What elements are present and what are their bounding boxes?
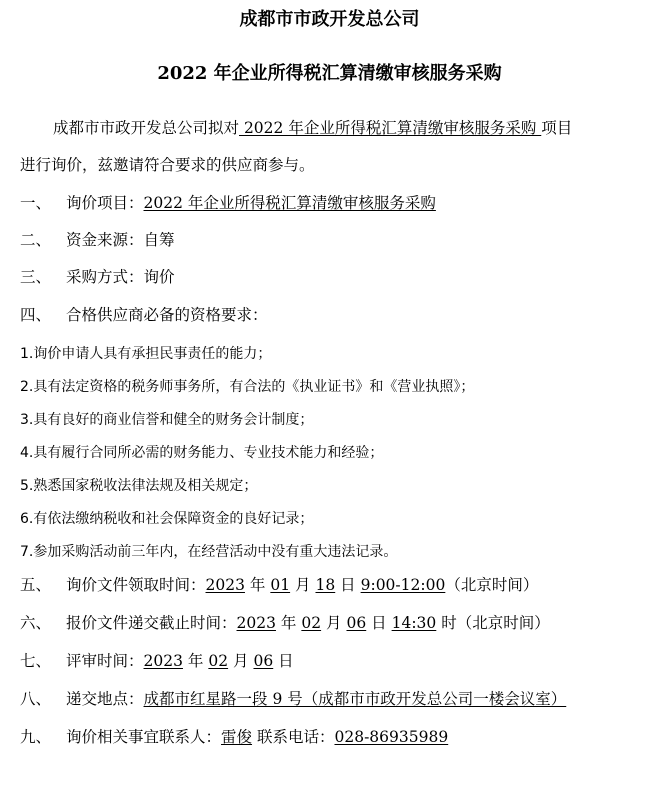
time-range: 9:00-12:00 bbox=[360, 576, 446, 594]
section-1 bbox=[20, 192, 659, 214]
phone-label: 联系电话： bbox=[256, 728, 335, 746]
section-label: 询价项目： bbox=[66, 194, 144, 212]
section-number: 八、 bbox=[20, 690, 52, 708]
requirement-item: 2.具有法定资格的税务师事务所，有合法的《执业证书》和《营业执照》； bbox=[20, 379, 475, 395]
date-day: 06 bbox=[253, 652, 274, 670]
date-year: 2023 bbox=[205, 576, 245, 594]
date-year: 2023 bbox=[143, 652, 183, 670]
inquiry-project-value: 2022 年企业所得税汇算清缴审核服务采购 bbox=[143, 194, 436, 212]
contact-phone: 028-86935989 bbox=[334, 728, 449, 746]
section-number: 一、 bbox=[20, 194, 52, 212]
section-label: 递交地点： bbox=[66, 690, 144, 708]
section-number: 七、 bbox=[20, 652, 52, 670]
section-7 bbox=[20, 650, 659, 672]
date-unit: 月 bbox=[295, 576, 311, 594]
section-label: 采购方式： bbox=[66, 268, 144, 286]
date-unit: 月 bbox=[326, 614, 342, 632]
submission-location: 成都市红星路一段 9 号（成都市市政开发总公司一楼会议室） bbox=[143, 690, 567, 708]
section-number: 三、 bbox=[20, 268, 52, 286]
section-number: 二、 bbox=[20, 231, 52, 249]
section-number: 五、 bbox=[20, 576, 52, 594]
section-4 bbox=[20, 304, 659, 326]
date-unit: 月 bbox=[233, 652, 249, 670]
date-day: 06 bbox=[346, 614, 367, 632]
intro-text-end: 项目 bbox=[541, 119, 573, 137]
company-title: 成都市市政开发总公司 bbox=[239, 9, 420, 30]
section-label: 报价文件递交截止时间： bbox=[66, 614, 237, 632]
section-label: 询价相关事宜联系人： bbox=[66, 728, 222, 746]
section-5 bbox=[20, 574, 659, 596]
intro-paragraph-line1 bbox=[53, 117, 659, 139]
section-2 bbox=[20, 229, 659, 251]
section-label: 评审时间： bbox=[66, 652, 144, 670]
section-number: 六、 bbox=[20, 614, 52, 632]
procurement-method-value: 询价 bbox=[143, 268, 175, 286]
date-unit: 日 bbox=[340, 576, 356, 594]
section-9 bbox=[20, 726, 659, 748]
requirement-item: 6.有依法缴纳税收和社会保障资金的良好记录； bbox=[20, 511, 314, 527]
timezone-note: （北京时间） bbox=[445, 576, 539, 594]
time-unit: 时 bbox=[441, 614, 457, 632]
intro-text: 成都市市政开发总公司拟对 bbox=[53, 119, 240, 137]
date-day: 18 bbox=[315, 576, 336, 594]
date-unit: 日 bbox=[278, 652, 294, 670]
date-month: 01 bbox=[270, 576, 291, 594]
section-3 bbox=[20, 266, 659, 288]
requirement-item: 4.具有履行合同所必需的财务能力、专业技术能力和经验； bbox=[20, 445, 384, 461]
date-unit: 年 bbox=[187, 652, 204, 670]
date-year: 2023 bbox=[236, 614, 276, 632]
requirement-item: 5.熟悉国家税收法律法规及相关规定； bbox=[20, 478, 258, 494]
section-label: 询价文件领取时间： bbox=[66, 576, 206, 594]
deadline-time: 14:30 bbox=[391, 614, 437, 632]
project-title: 2022 年企业所得税汇算清缴审核服务采购 bbox=[157, 63, 502, 84]
contact-person: 雷俊 bbox=[221, 728, 253, 746]
funding-source-value: 自筹 bbox=[143, 231, 175, 249]
date-month: 02 bbox=[208, 652, 229, 670]
requirement-item: 1.询价申请人具有承担民事责任的能力； bbox=[20, 346, 272, 362]
section-number: 九、 bbox=[20, 728, 52, 746]
section-8 bbox=[20, 688, 659, 710]
requirement-item: 7.参加采购活动前三年内，在经营活动中没有重大违法记录。 bbox=[20, 544, 398, 560]
date-month: 02 bbox=[301, 614, 322, 632]
date-unit: 年 bbox=[280, 614, 297, 632]
section-number: 四、 bbox=[20, 306, 52, 324]
section-label: 合格供应商必备的资格要求： bbox=[66, 306, 268, 324]
intro-paragraph-line2: 进行询价，兹邀请符合要求的供应商参与。 bbox=[20, 156, 315, 174]
date-unit: 年 bbox=[249, 576, 266, 594]
date-unit: 日 bbox=[371, 614, 387, 632]
section-label: 资金来源： bbox=[66, 231, 144, 249]
timezone-note: （北京时间） bbox=[456, 614, 550, 632]
section-6 bbox=[20, 612, 659, 634]
intro-project-name: 2022 年企业所得税汇算清缴审核服务采购 bbox=[239, 119, 542, 137]
requirement-item: 3.具有良好的商业信誉和健全的财务会计制度； bbox=[20, 412, 314, 428]
